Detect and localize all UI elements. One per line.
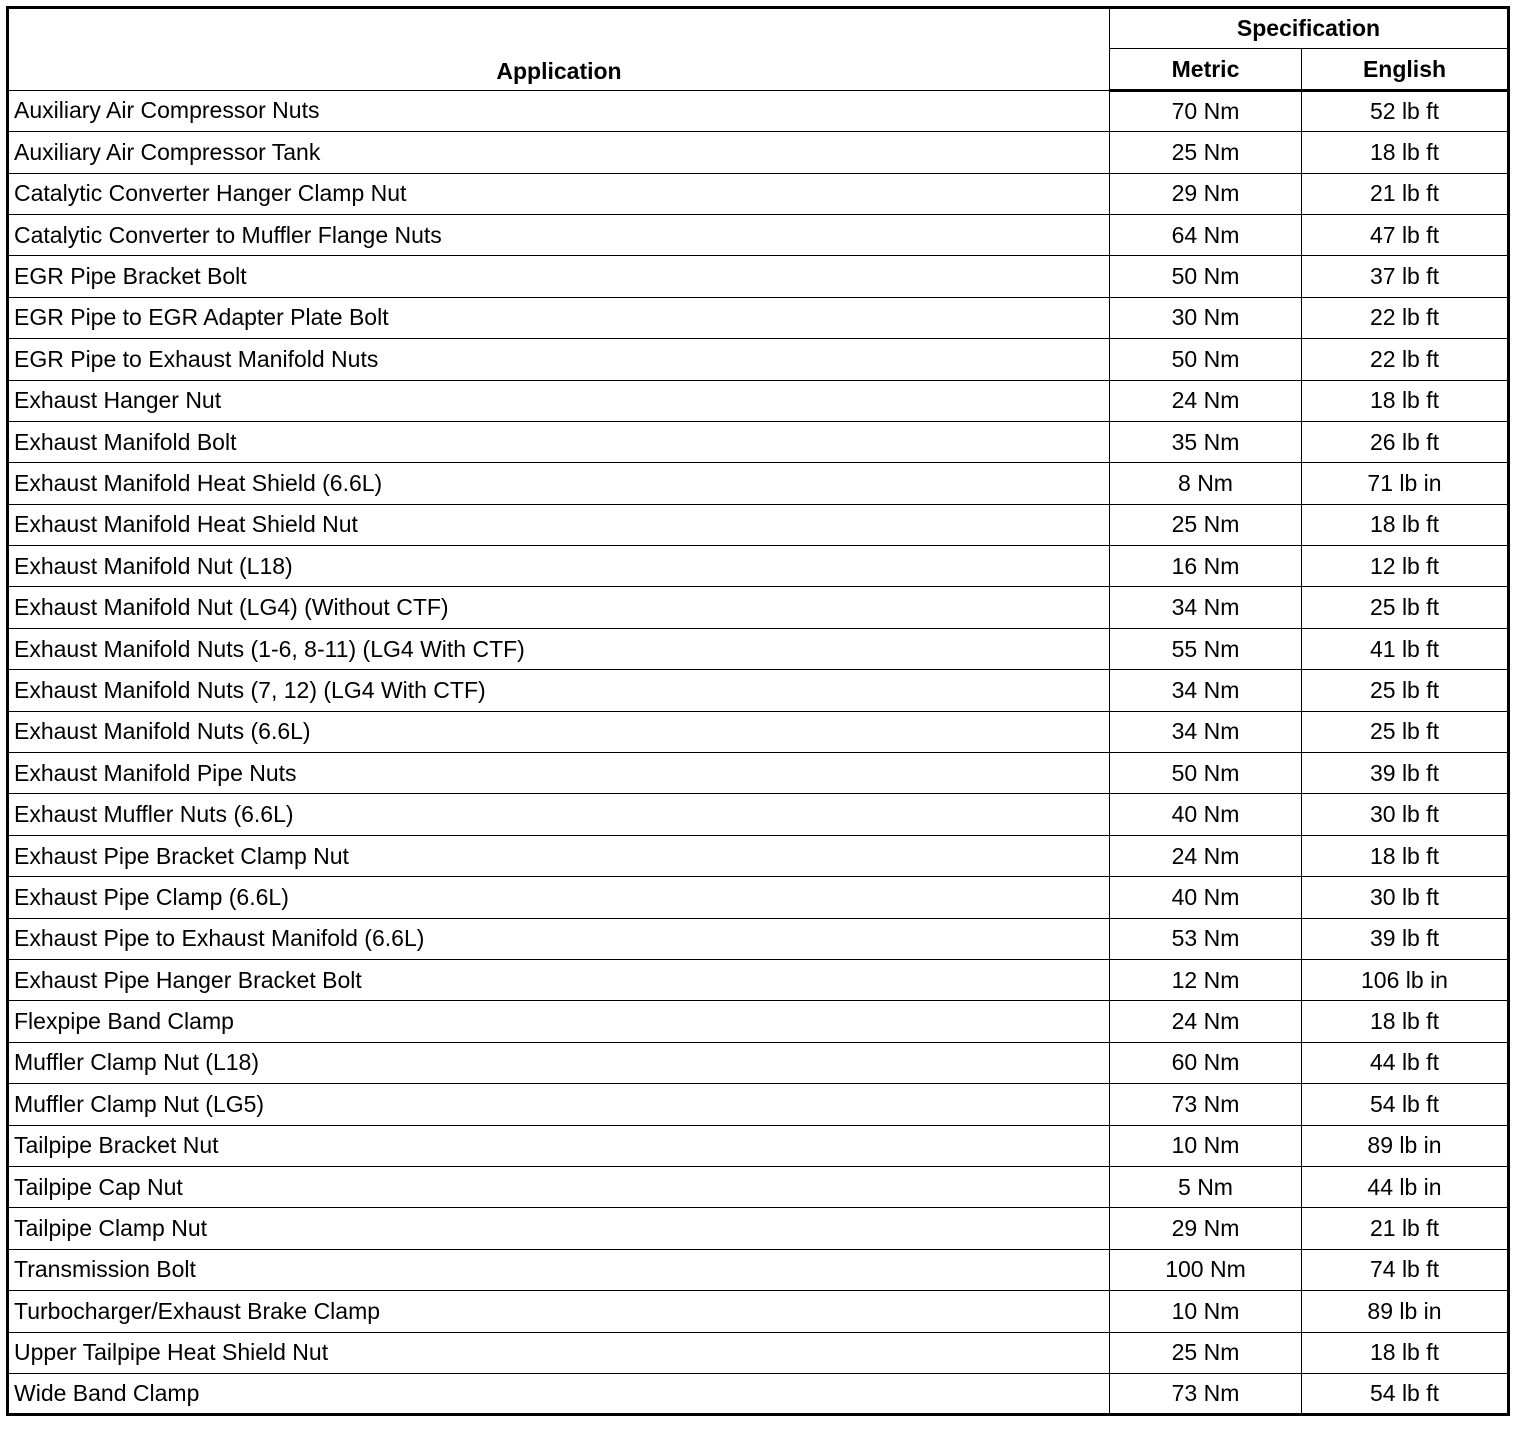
table-row (8, 1001, 1509, 1042)
english-value-cell: 89 lb in (1302, 1291, 1509, 1332)
table-row (8, 546, 1509, 587)
metric-value-cell: 50 Nm (1110, 256, 1302, 297)
application-cell: Transmission Bolt (8, 1249, 1110, 1290)
english-value-cell: 21 lb ft (1302, 173, 1509, 214)
metric-value-cell: 24 Nm (1110, 380, 1302, 421)
table-row (8, 214, 1509, 255)
english-value-cell: 22 lb ft (1302, 297, 1509, 338)
metric-value-cell: 25 Nm (1110, 132, 1302, 173)
application-cell: Wide Band Clamp (8, 1373, 1110, 1414)
metric-value-cell: 40 Nm (1110, 877, 1302, 918)
header-row-top (8, 8, 1509, 49)
table-row (8, 1249, 1509, 1290)
table-row (8, 711, 1509, 752)
application-cell: EGR Pipe to Exhaust Manifold Nuts (8, 339, 1110, 380)
application-cell: Muffler Clamp Nut (LG5) (8, 1084, 1110, 1125)
metric-value-cell: 29 Nm (1110, 1208, 1302, 1249)
application-cell: Upper Tailpipe Heat Shield Nut (8, 1332, 1110, 1373)
english-value-cell: 21 lb ft (1302, 1208, 1509, 1249)
english-column-header: English (1302, 49, 1509, 90)
application-cell: Exhaust Manifold Nuts (7, 12) (LG4 With CTF) (8, 670, 1110, 711)
english-value-cell: 37 lb ft (1302, 256, 1509, 297)
english-value-cell: 41 lb ft (1302, 628, 1509, 669)
english-value-cell: 54 lb ft (1302, 1084, 1509, 1125)
table-row (8, 835, 1509, 876)
application-cell: Turbocharger/Exhaust Brake Clamp (8, 1291, 1110, 1332)
table-row (8, 670, 1509, 711)
metric-value-cell: 8 Nm (1110, 463, 1302, 504)
application-cell: Exhaust Hanger Nut (8, 380, 1110, 421)
application-cell: Exhaust Manifold Pipe Nuts (8, 753, 1110, 794)
table-row (8, 380, 1509, 421)
table-row (8, 463, 1509, 504)
english-value-cell: 18 lb ft (1302, 835, 1509, 876)
table-row (8, 1084, 1509, 1125)
table-row (8, 753, 1509, 794)
metric-value-cell: 50 Nm (1110, 753, 1302, 794)
english-value-cell: 25 lb ft (1302, 670, 1509, 711)
application-column-header: Application (8, 8, 1110, 91)
english-value-cell: 12 lb ft (1302, 546, 1509, 587)
metric-value-cell: 10 Nm (1110, 1125, 1302, 1166)
application-cell: Flexpipe Band Clamp (8, 1001, 1110, 1042)
metric-column-header: Metric (1110, 49, 1302, 90)
table-row (8, 628, 1509, 669)
english-value-cell: 30 lb ft (1302, 794, 1509, 835)
table-body (8, 90, 1509, 1415)
metric-value-cell: 34 Nm (1110, 711, 1302, 752)
torque-spec-table (6, 6, 1510, 1416)
application-cell: Tailpipe Clamp Nut (8, 1208, 1110, 1249)
english-value-cell: 74 lb ft (1302, 1249, 1509, 1290)
application-cell: Exhaust Manifold Nut (L18) (8, 546, 1110, 587)
table-row (8, 256, 1509, 297)
application-cell: Exhaust Manifold Nut (LG4) (Without CTF) (8, 587, 1110, 628)
english-value-cell: 89 lb in (1302, 1125, 1509, 1166)
table-row (8, 90, 1509, 131)
table-row (8, 421, 1509, 462)
application-cell: Tailpipe Cap Nut (8, 1166, 1110, 1207)
application-cell: Muffler Clamp Nut (L18) (8, 1042, 1110, 1083)
english-value-cell: 44 lb in (1302, 1166, 1509, 1207)
application-cell: Exhaust Muffler Nuts (6.6L) (8, 794, 1110, 835)
application-cell: EGR Pipe Bracket Bolt (8, 256, 1110, 297)
application-cell: Auxiliary Air Compressor Tank (8, 132, 1110, 173)
application-cell: Exhaust Pipe Hanger Bracket Bolt (8, 959, 1110, 1000)
metric-value-cell: 25 Nm (1110, 504, 1302, 545)
metric-value-cell: 12 Nm (1110, 959, 1302, 1000)
metric-value-cell: 16 Nm (1110, 546, 1302, 587)
english-value-cell: 18 lb ft (1302, 380, 1509, 421)
application-cell: Exhaust Manifold Bolt (8, 421, 1110, 462)
english-value-cell: 39 lb ft (1302, 753, 1509, 794)
table-row (8, 1291, 1509, 1332)
application-cell: Auxiliary Air Compressor Nuts (8, 90, 1110, 131)
table-row (8, 1125, 1509, 1166)
table-row (8, 297, 1509, 338)
application-cell: Exhaust Manifold Nuts (6.6L) (8, 711, 1110, 752)
metric-value-cell: 70 Nm (1110, 90, 1302, 131)
metric-value-cell: 24 Nm (1110, 835, 1302, 876)
metric-value-cell: 5 Nm (1110, 1166, 1302, 1207)
metric-value-cell: 30 Nm (1110, 297, 1302, 338)
application-cell: Catalytic Converter to Muffler Flange Nuts (8, 214, 1110, 255)
english-value-cell: 18 lb ft (1302, 504, 1509, 545)
english-value-cell: 18 lb ft (1302, 1001, 1509, 1042)
english-value-cell: 71 lb in (1302, 463, 1509, 504)
table-row (8, 587, 1509, 628)
application-cell: EGR Pipe to EGR Adapter Plate Bolt (8, 297, 1110, 338)
application-cell: Exhaust Pipe Clamp (6.6L) (8, 877, 1110, 918)
english-value-cell: 52 lb ft (1302, 90, 1509, 131)
english-value-cell: 54 lb ft (1302, 1373, 1509, 1414)
metric-value-cell: 40 Nm (1110, 794, 1302, 835)
application-cell: Exhaust Pipe to Exhaust Manifold (6.6L) (8, 918, 1110, 959)
table-row (8, 504, 1509, 545)
application-cell: Exhaust Manifold Heat Shield (6.6L) (8, 463, 1110, 504)
table-row (8, 1208, 1509, 1249)
table-row (8, 959, 1509, 1000)
table-row (8, 1042, 1509, 1083)
metric-value-cell: 100 Nm (1110, 1249, 1302, 1290)
metric-value-cell: 25 Nm (1110, 1332, 1302, 1373)
table-header (8, 8, 1509, 91)
application-cell: Tailpipe Bracket Nut (8, 1125, 1110, 1166)
application-cell: Catalytic Converter Hanger Clamp Nut (8, 173, 1110, 214)
english-value-cell: 47 lb ft (1302, 214, 1509, 255)
english-value-cell: 25 lb ft (1302, 587, 1509, 628)
table-row (8, 918, 1509, 959)
english-value-cell: 18 lb ft (1302, 1332, 1509, 1373)
table-row (8, 1166, 1509, 1207)
metric-value-cell: 55 Nm (1110, 628, 1302, 669)
metric-value-cell: 35 Nm (1110, 421, 1302, 462)
english-value-cell: 25 lb ft (1302, 711, 1509, 752)
english-value-cell: 30 lb ft (1302, 877, 1509, 918)
english-value-cell: 106 lb in (1302, 959, 1509, 1000)
metric-value-cell: 34 Nm (1110, 670, 1302, 711)
application-cell: Exhaust Pipe Bracket Clamp Nut (8, 835, 1110, 876)
english-value-cell: 26 lb ft (1302, 421, 1509, 462)
metric-value-cell: 60 Nm (1110, 1042, 1302, 1083)
table-row (8, 1332, 1509, 1373)
table-row (8, 877, 1509, 918)
table-row (8, 1373, 1509, 1414)
metric-value-cell: 29 Nm (1110, 173, 1302, 214)
table-row (8, 173, 1509, 214)
metric-value-cell: 73 Nm (1110, 1373, 1302, 1414)
english-value-cell: 39 lb ft (1302, 918, 1509, 959)
metric-value-cell: 24 Nm (1110, 1001, 1302, 1042)
application-cell: Exhaust Manifold Nuts (1-6, 8-11) (LG4 With CTF) (8, 628, 1110, 669)
metric-value-cell: 73 Nm (1110, 1084, 1302, 1125)
table-row (8, 132, 1509, 173)
metric-value-cell: 64 Nm (1110, 214, 1302, 255)
table-row (8, 339, 1509, 380)
metric-value-cell: 53 Nm (1110, 918, 1302, 959)
metric-value-cell: 34 Nm (1110, 587, 1302, 628)
table-row (8, 794, 1509, 835)
application-cell: Exhaust Manifold Heat Shield Nut (8, 504, 1110, 545)
specification-column-header: Specification (1110, 8, 1509, 49)
english-value-cell: 22 lb ft (1302, 339, 1509, 380)
metric-value-cell: 50 Nm (1110, 339, 1302, 380)
english-value-cell: 18 lb ft (1302, 132, 1509, 173)
metric-value-cell: 10 Nm (1110, 1291, 1302, 1332)
english-value-cell: 44 lb ft (1302, 1042, 1509, 1083)
